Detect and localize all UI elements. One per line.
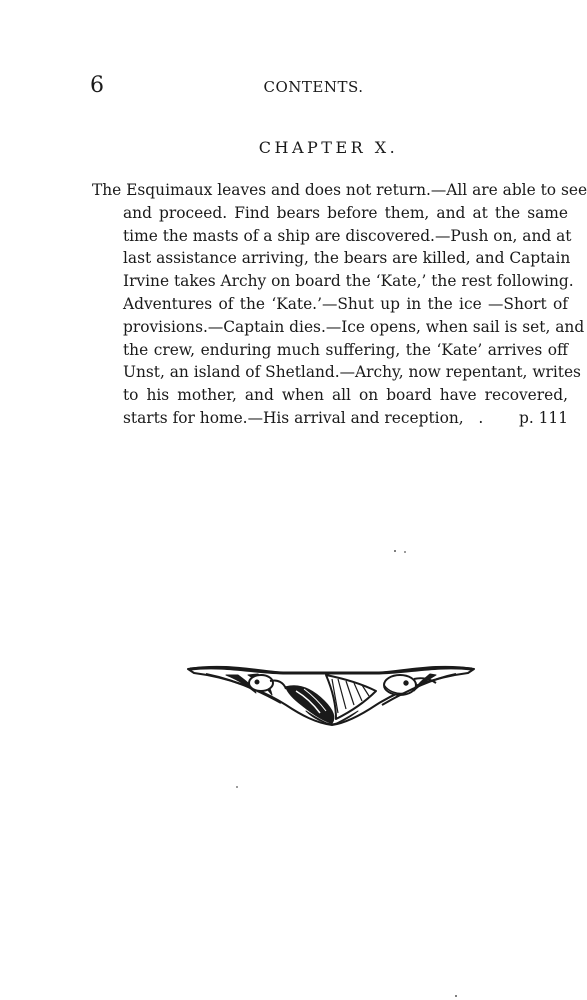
chapter-summary — [92, 179, 587, 430]
summary-line: Unst, an island of Shetland.—Archy, now repentant, writes — [123, 363, 581, 382]
summary-line: provisions.—Captain dies.—Ice opens, when sail is set, and — [123, 317, 585, 336]
summary-line: time the masts of a ship are discovered.—Push on, and at — [123, 226, 572, 245]
summary-line: Irvine takes Archy on board the ‘Kate,’ the rest following. — [123, 272, 574, 291]
running-head: CONTENTS. — [263, 78, 364, 96]
chapter-heading: CHAPTER X. — [258, 138, 399, 157]
winged-tailpiece-ornament-icon — [186, 661, 476, 731]
summary-line: last assistance arriving, the bears are killed, and Captain — [123, 249, 571, 268]
summary-line: the crew, enduring much suffering, the ‘Kate’ arrives off — [123, 340, 568, 359]
summary-line: to his mother, and when all on board have recovered, — [123, 386, 568, 405]
summary-line: starts for home.—His arrival and reception, . — [123, 408, 484, 427]
summary-line: The Esquimaux leaves and does not return.—All are able to see — [92, 181, 587, 199]
page-reference: p. 111 — [518, 408, 568, 427]
summary-last-line — [92, 407, 568, 430]
summary-line: and proceed. Find bears before them, and at the same — [123, 203, 568, 222]
page-number: 6 — [90, 73, 104, 98]
summary-line: Adventures of the ‘Kate.’—Shut up in the ice —Short of — [123, 294, 568, 313]
